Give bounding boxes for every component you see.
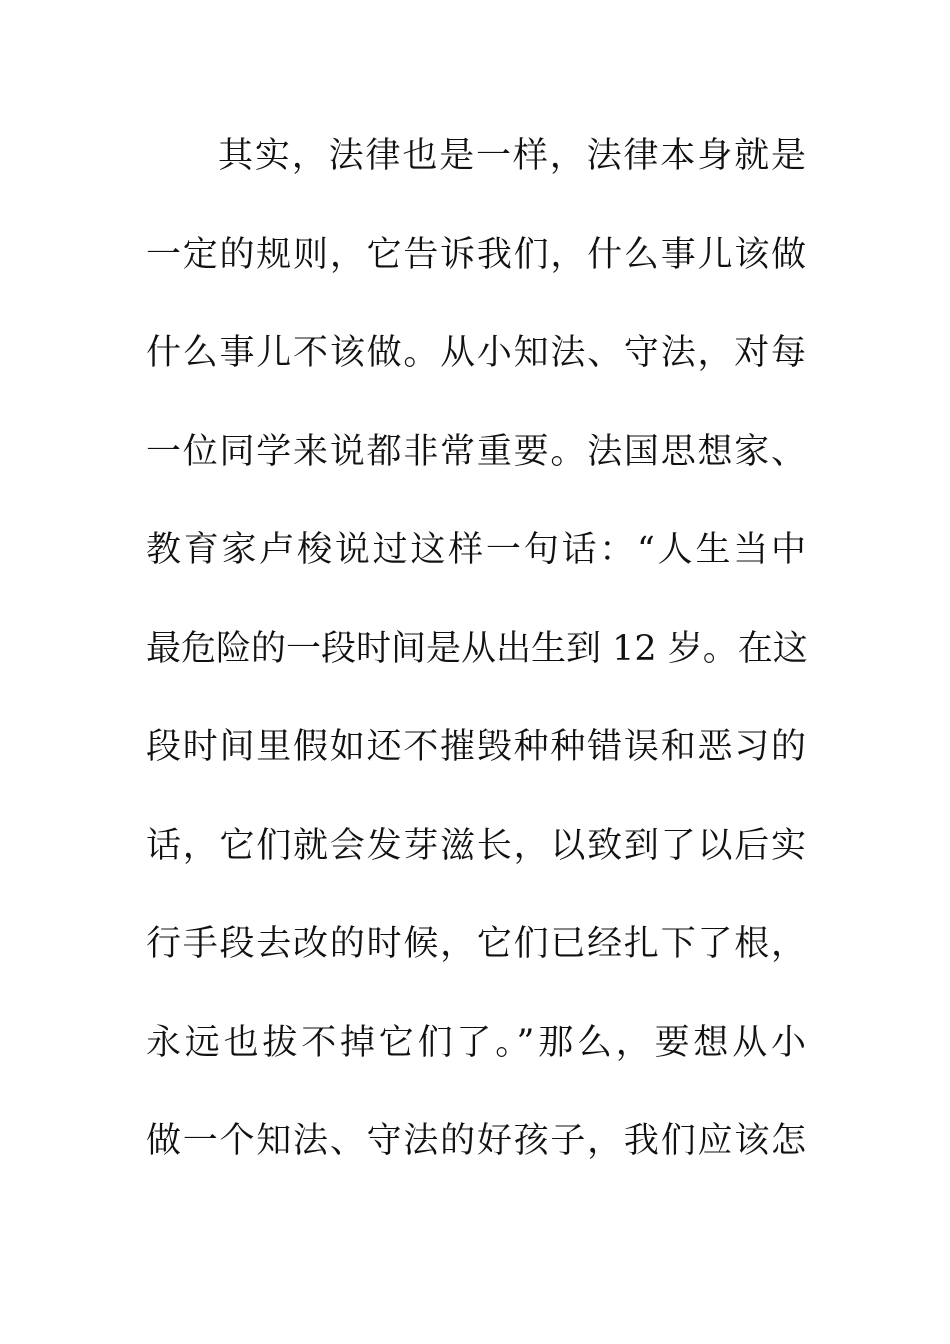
text-line: 话，它们就会发芽滋长，以致到了以后实 [146, 825, 806, 866]
text-line: 其实，法律也是一样，法律本身就是 [218, 136, 806, 176]
text-line: 教育家卢梭说过这样一句话：“人生当中 [146, 530, 806, 570]
text-line: 一位同学来说都非常重要。法国思想家、 [146, 431, 806, 472]
text-line: 行手段去改的时候，它们已经扎下了根， [146, 924, 806, 964]
body-paragraph [146, 126, 806, 1210]
text-line: 段时间里假如还不摧毁种种错误和恶习的 [146, 727, 806, 767]
text-line: 什么事儿不该做。从小知法、守法，对每 [146, 333, 806, 373]
text-line: 做一个知法、守法的好孩子，我们应该怎 [146, 1121, 806, 1161]
text-line: 最危险的一段时间是从出生到 12 岁。在这 [146, 628, 808, 669]
text-line: 一定的规则，它告诉我们，什么事儿该做 [146, 234, 806, 275]
text-line: 永远也拔不掉它们了。”那么，要想从小 [146, 1022, 806, 1063]
